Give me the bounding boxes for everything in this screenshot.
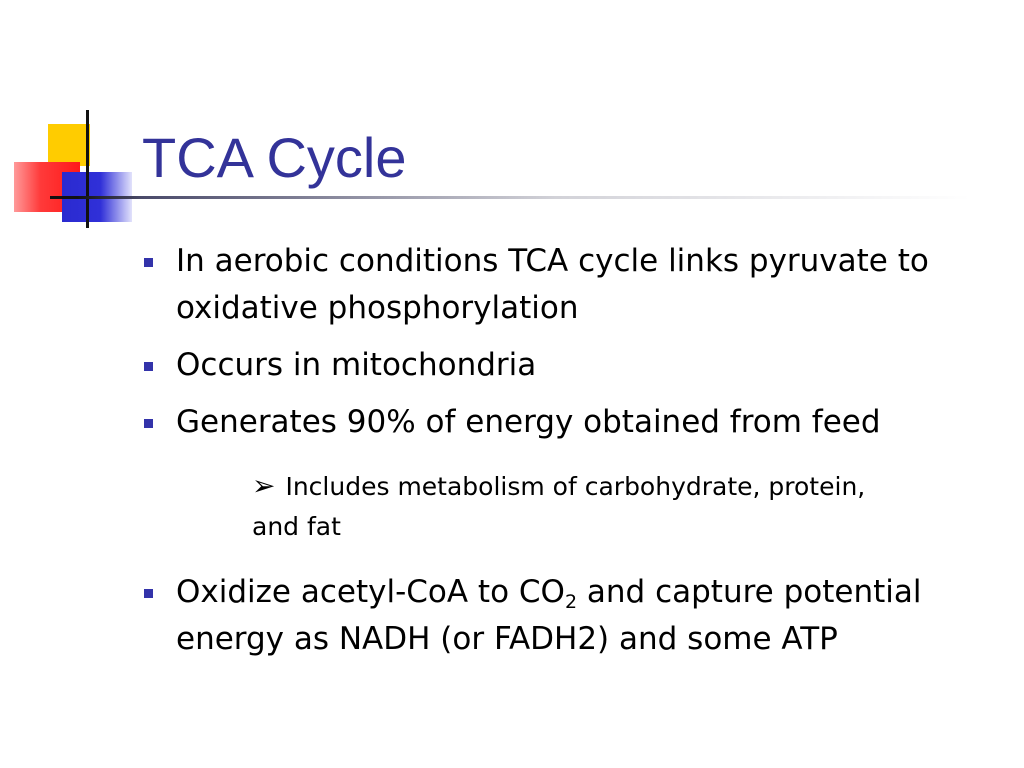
bullet-item (140, 399, 1000, 547)
sub-bullet-text: Includes metabolism of carbohydrate, protein, and fat (252, 472, 866, 541)
bullet-item (140, 238, 1000, 332)
bullet-text: Occurs in mitochondria (176, 347, 537, 383)
arrow-bullet-icon: ➢ (252, 469, 276, 502)
logo-vertical-line (86, 110, 89, 228)
bullet-text-part: Oxidize acetyl-CoA to CO (176, 574, 565, 610)
bullet-text: In aerobic conditions TCA cycle links pyruvate to oxidative phosphorylation (176, 243, 929, 326)
bullet-square-icon (144, 362, 153, 371)
bullet-item (140, 569, 1000, 663)
logo-yellow-square (48, 124, 90, 166)
bullet-text: Generates 90% of energy obtained from feed (176, 404, 881, 440)
bullet-list (140, 238, 1000, 663)
bullet-square-icon (144, 589, 153, 598)
bullet-item (140, 342, 1000, 389)
bullet-square-icon (144, 419, 153, 428)
co2-subscript: 2 (564, 591, 578, 613)
title-underline (50, 196, 970, 199)
slide-title: TCA Cycle (142, 126, 407, 189)
sub-bullet (252, 466, 892, 547)
bullet-text (176, 574, 921, 657)
bullet-text-part: and capture potential energy as NADH (or FADH2) and some ATP (176, 574, 922, 657)
bullet-square-icon (144, 258, 153, 267)
